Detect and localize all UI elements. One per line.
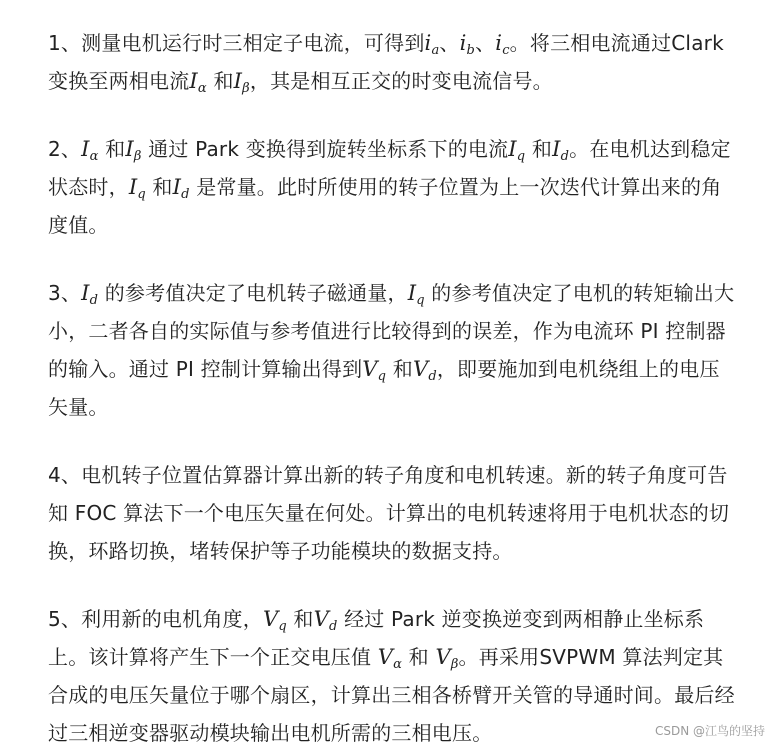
paragraph-text: 的参考值决定了电机的转矩输出大小，二者各自的实际值与参考值进行比较得到的误差，作为电流环 PI 控制器的输入。通过 PI 控制计算输出得到: [48, 281, 735, 381]
step-number: 3、: [48, 281, 82, 305]
math-id: $I_d$: [81, 281, 99, 308]
math-i-alpha: $I_\alpha$: [81, 137, 99, 164]
math-iq: $I_q$: [508, 137, 526, 164]
paragraph-text: 。在电机达到稳定状态时，: [48, 137, 731, 199]
math-v-beta: $V_\beta$: [435, 645, 459, 672]
math-vq: $V_q$: [362, 357, 387, 384]
paragraph-text: 和: [206, 69, 234, 93]
math-iq: $I_q$: [407, 281, 425, 308]
paragraph-text: 和: [98, 137, 126, 161]
math-i-alpha: $I_\alpha$: [189, 69, 207, 96]
paragraph-text: 的参考值决定了电机转子磁通量，: [98, 281, 408, 305]
paragraph-text: 。再采用SVPWM 算法判定其合成的电压矢量位于哪个扇区，计算出三相各桥臂开关管的导通时间。最后经过三相逆变器驱动模块输出电机所需的三相电压。: [48, 645, 735, 745]
separator: 、: [475, 31, 496, 55]
paragraph-3: [48, 274, 738, 426]
math-iq: $I_q$: [128, 175, 146, 202]
paragraph-text: 和: [402, 645, 436, 669]
paragraph-text: 和: [525, 137, 553, 161]
paragraph-1: [48, 24, 738, 100]
paragraph-text: 是常量。此时所使用的转子位置为上一次迭代计算出来的角度值。: [48, 175, 722, 237]
paragraph-text: 和: [286, 607, 314, 631]
math-ib: $i_b$: [459, 31, 476, 58]
paragraph-4: [48, 456, 738, 570]
math-i-beta: $I_\beta$: [233, 69, 250, 96]
paragraph-5: [48, 600, 738, 752]
paragraph-text: 利用新的电机角度，: [81, 607, 263, 631]
paragraph-text: 经过 Park 逆变换逆变到两相静止坐标系上。该计算将产生下一个正交电压值: [48, 607, 705, 669]
math-ic: $i_c$: [495, 31, 510, 58]
paragraph-text: 电机转子位置估算器计算出新的转子角度和电机转速。新的转子角度可告知 FOC 算法下一个电压矢量在何处。计算出的电机转速将用于电机状态的切换，环路切换，堵转保护等子功能模块的数据支持。: [48, 463, 730, 563]
math-vd: $V_d$: [313, 607, 338, 634]
paragraph-text: ，其是相互正交的时变电流信号。: [249, 69, 553, 93]
step-number: 2、: [48, 137, 82, 161]
step-number: 4、: [48, 463, 82, 487]
csdn-watermark: CSDN @江鸟的坚持: [654, 724, 765, 738]
math-vq: $V_q$: [262, 607, 287, 634]
math-v-alpha: $V_\alpha$: [377, 645, 403, 672]
paragraph-2: [48, 130, 738, 244]
paragraph-text: 和: [145, 175, 173, 199]
paragraph-text: 和: [386, 357, 413, 381]
paragraph-text: 测量电机运行时三相定子电流，可得到: [81, 31, 425, 55]
paragraph-text: 。将三相电流通过Clark 变换至两相电流: [48, 31, 724, 93]
step-number: 5、: [48, 607, 82, 631]
math-id: $I_d$: [552, 137, 570, 164]
paragraph-text: ，即要施加到电机绕组上的电压矢量。: [48, 357, 720, 419]
math-id: $I_d$: [172, 175, 190, 202]
separator: 、: [439, 31, 460, 55]
paragraph-text: 通过 Park 变换得到旋转坐标系下的电流: [141, 137, 509, 161]
math-i-beta: $I_\beta$: [125, 137, 142, 164]
math-ia: $i_a$: [424, 31, 440, 58]
step-number: 1、: [48, 31, 82, 55]
math-vd: $V_d$: [412, 357, 437, 384]
